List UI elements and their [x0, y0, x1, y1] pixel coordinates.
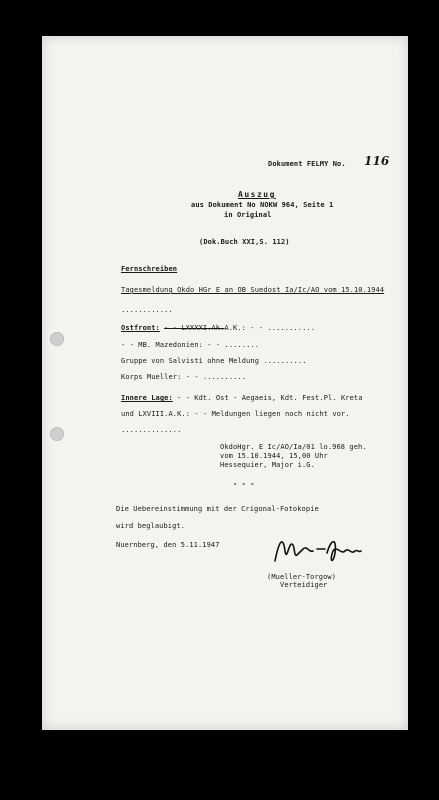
- punch-hole-bottom: [50, 427, 64, 441]
- reference-line-2: vom 15.10.1944, 15,00 Uhr: [220, 452, 328, 460]
- mb-line: - - MB. Mazedonien: - - ........: [121, 341, 260, 349]
- reference-line-1: OkdoHgr. E Ic/AO/Ia/01 lo.968 geh.: [220, 443, 367, 451]
- punch-hole-top: [50, 332, 64, 346]
- ostfront-text: [164, 324, 315, 332]
- dots-line-2: ..............: [121, 426, 182, 434]
- ostfront-tail: A.K.: - - ...........: [224, 324, 316, 332]
- certification-line-2: wird beglaubigt.: [116, 522, 186, 530]
- place-date: Nuernberg, den 5.11.1947: [116, 541, 220, 549]
- book-reference: (Dok.Buch XXI,S. 112): [199, 238, 290, 246]
- subtitle-line-1: aus Dokument No NOKW 964, Seite 1: [191, 201, 334, 209]
- subtitle-line-2: in Original: [224, 211, 272, 219]
- reference-line-3: Hessequier, Major i.G.: [220, 461, 315, 469]
- doc-ref-label: Dokument FELMY No.: [268, 160, 346, 168]
- section-heading: Fernschreiben: [121, 265, 178, 273]
- document-page: [42, 36, 408, 730]
- certification-line-1: Die Uebereinstimmung mit der Crigonal-Fotokopie: [116, 505, 319, 513]
- report-line: Tagesmeldung Okdo HGr E an OB Suedost Ia/Ic/AO vom 15.10.1944: [121, 286, 385, 294]
- document-title: Auszug: [238, 190, 276, 199]
- handwritten-signature: [273, 531, 363, 571]
- innere-label: Innere Lage:: [121, 394, 173, 402]
- korps-line: Korps Mueller: - - ..........: [121, 373, 247, 381]
- gruppe-line: Gruppe von Salvisti ohne Meldung ..........: [121, 357, 307, 365]
- signer-role: Verteidiger: [280, 581, 328, 589]
- doc-ref-number: 116: [364, 154, 390, 168]
- lxviii-line: und LXVIII.A.K.: - - Meldungen liegen noch nicht vor.: [121, 410, 350, 418]
- signer-name: (Mueller-Torgow): [267, 573, 337, 581]
- dots-line-1: ............: [121, 306, 173, 314]
- ostfront-corps: - - LXXXXI.Ak.: [164, 324, 225, 332]
- ostfront-label: Ostfront:: [121, 324, 160, 332]
- separator: - - -: [233, 480, 255, 488]
- innere-text: - - Kdt. Ost - Aegaeis, Kdt. Fest.Pl. Kreta: [177, 394, 363, 402]
